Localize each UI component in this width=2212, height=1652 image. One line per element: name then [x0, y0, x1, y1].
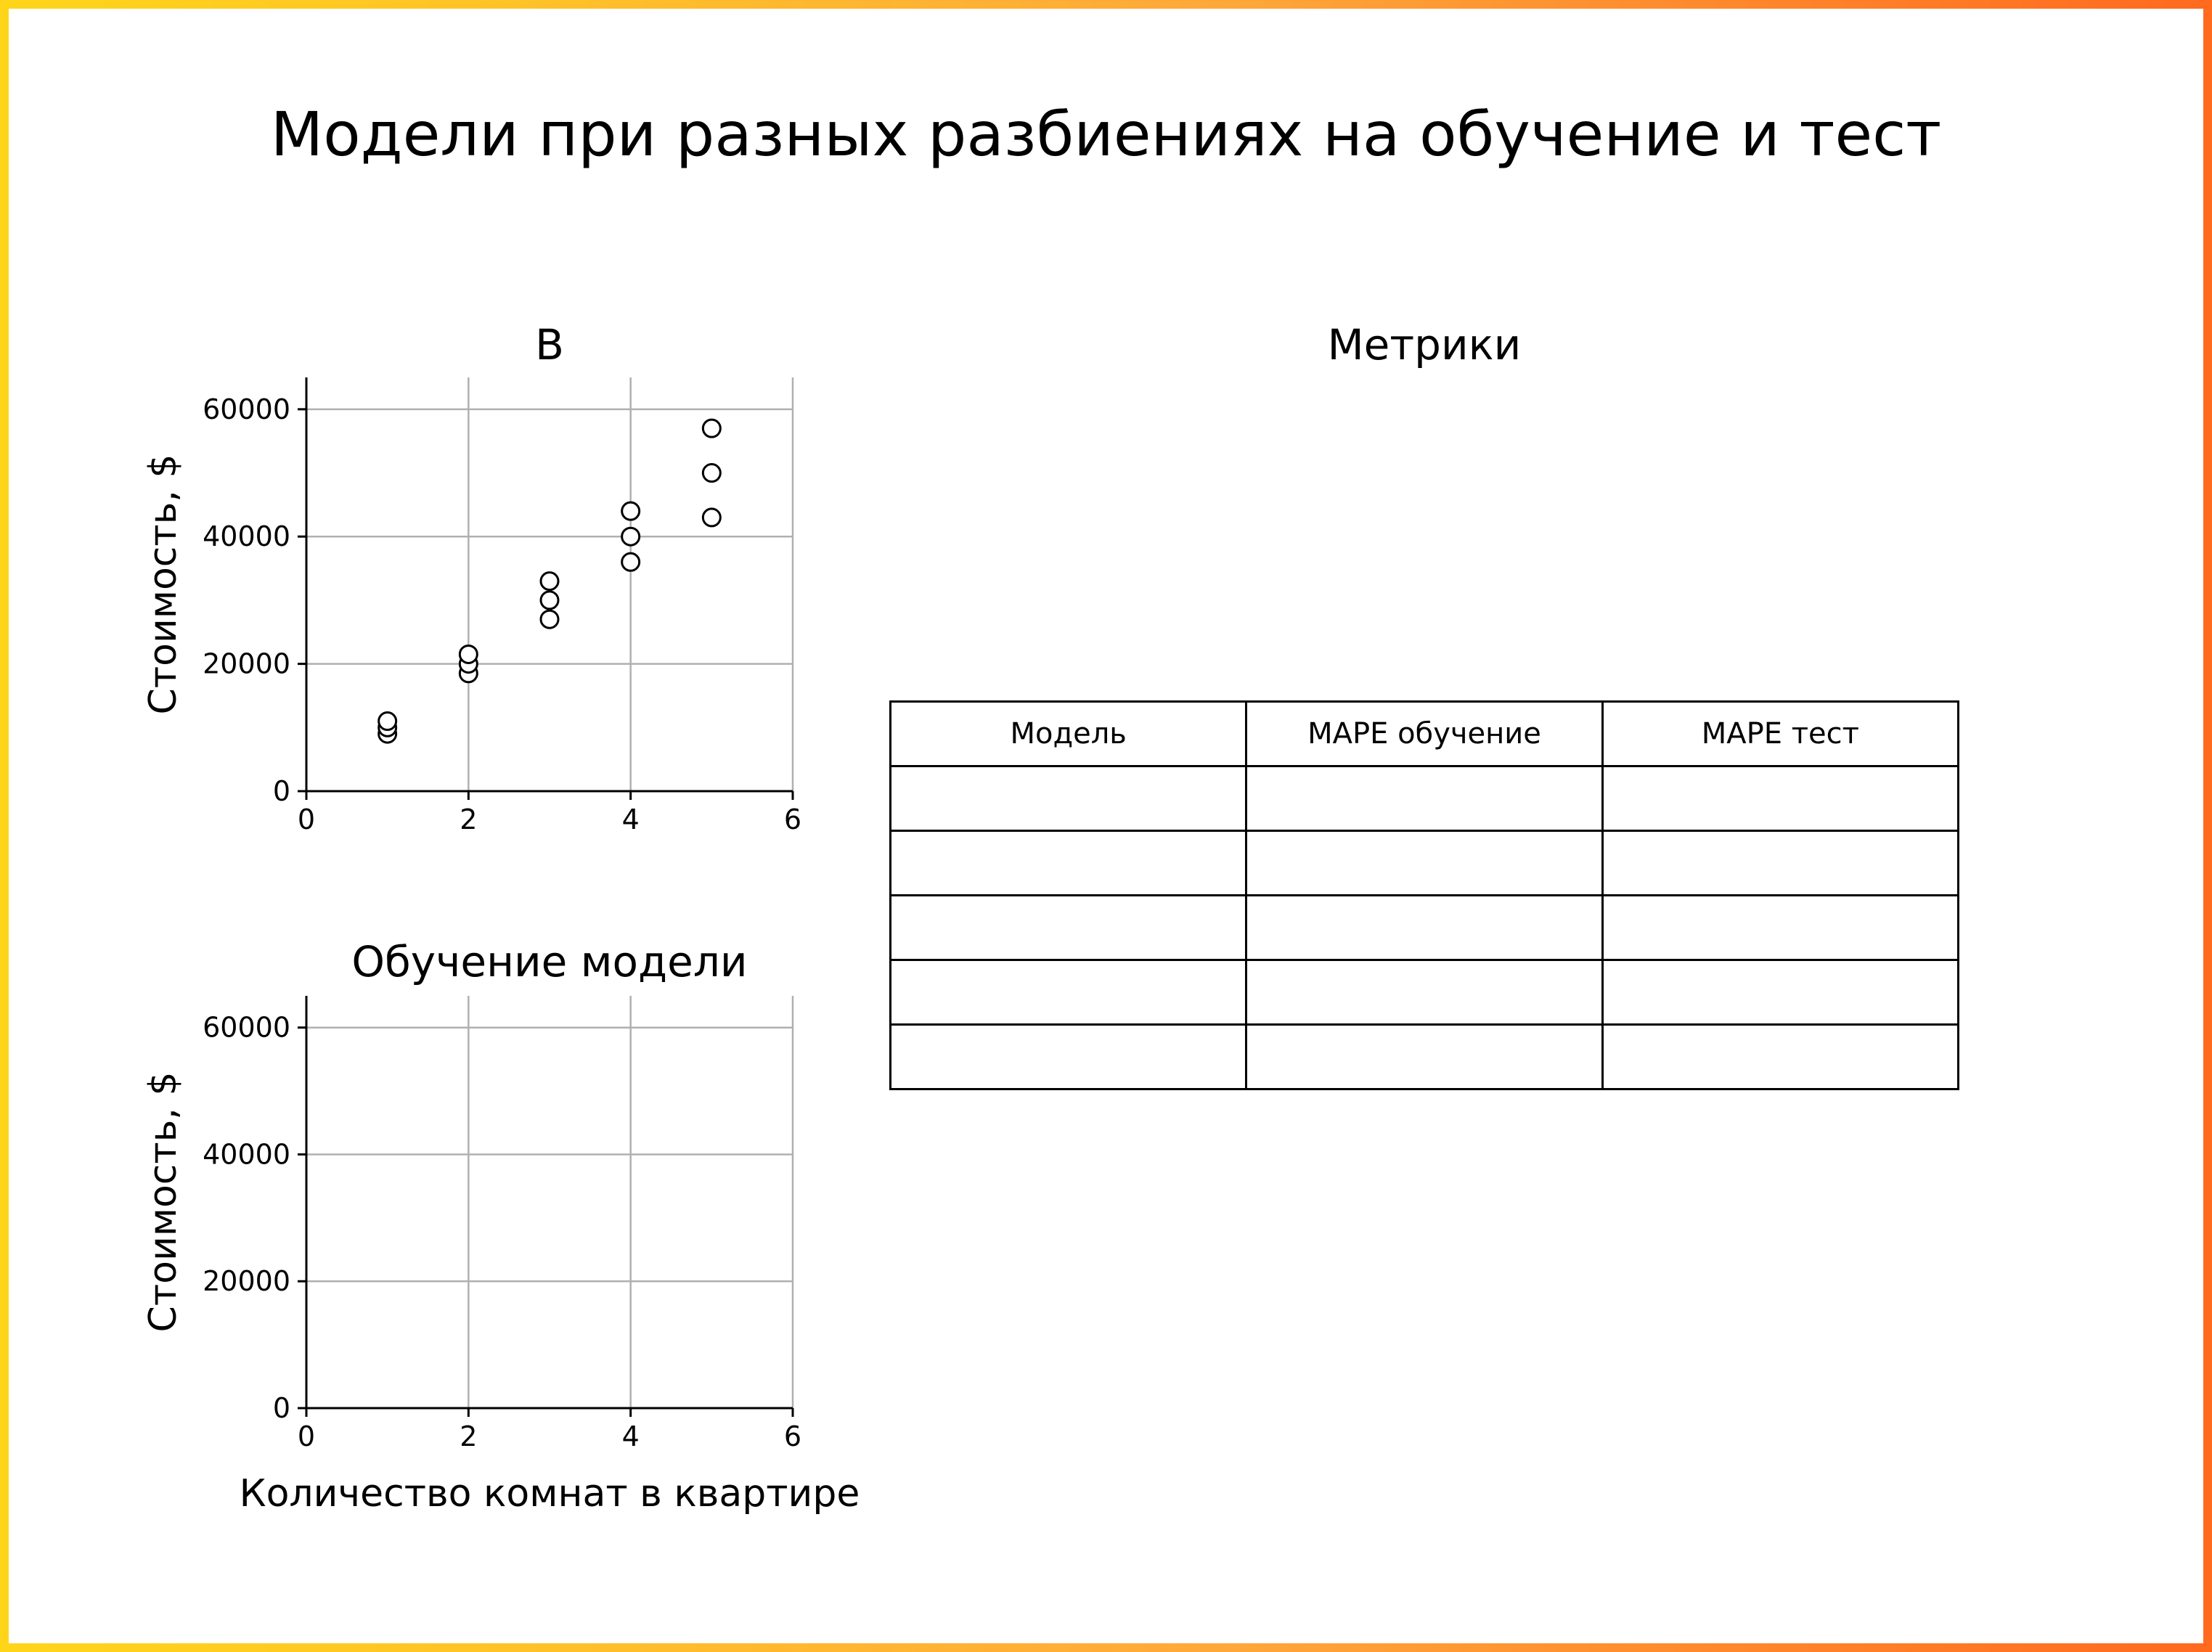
metrics-title: Метрики — [1327, 320, 1522, 369]
data-point — [541, 610, 558, 628]
x-tick-label: 4 — [621, 803, 640, 835]
table-cell — [1602, 1025, 1958, 1089]
column-header-model: Модель — [891, 702, 1246, 766]
table-cell — [1602, 831, 1958, 896]
table-cell — [1246, 896, 1602, 960]
table-cell — [1602, 766, 1958, 831]
x-tick-label: 6 — [783, 803, 802, 835]
x-tick-label: 6 — [783, 1420, 802, 1452]
table-cell — [891, 1025, 1246, 1089]
table-cell — [891, 766, 1246, 831]
table-cell — [891, 831, 1246, 896]
data-point — [703, 465, 720, 482]
x-tick-label: 4 — [621, 1420, 640, 1452]
scatter-chart-top — [142, 377, 801, 835]
y-tick-label: 40000 — [203, 1138, 290, 1171]
bottom-chart-title: Обучение модели — [351, 937, 748, 986]
table-cell — [891, 960, 1246, 1025]
data-point — [703, 420, 720, 437]
top-chart-title: B — [535, 320, 564, 369]
y-tick-label: 20000 — [203, 647, 290, 680]
y-tick-label: 0 — [272, 1392, 290, 1424]
data-point — [379, 713, 396, 730]
table-cell — [1246, 766, 1602, 831]
y-axis-label: Стоимость, $ — [142, 454, 185, 715]
data-point — [622, 553, 640, 571]
table-cell — [1246, 1025, 1602, 1089]
data-point — [622, 502, 640, 520]
y-tick-label: 0 — [272, 775, 290, 807]
column-header-mape-train: MAPE обучение — [1246, 702, 1602, 766]
data-point — [541, 592, 558, 609]
y-axis-label: Стоимость, $ — [142, 1071, 185, 1333]
table-header-row — [891, 702, 1959, 766]
table-cell — [1246, 831, 1602, 896]
table-cell — [1602, 960, 1958, 1025]
table-cell — [1602, 896, 1958, 960]
x-tick-label: 2 — [460, 1420, 478, 1452]
data-point — [703, 509, 720, 526]
table-row — [891, 960, 1959, 1025]
y-tick-label: 60000 — [203, 1011, 290, 1044]
table-row — [891, 1025, 1959, 1089]
table-row — [891, 831, 1959, 896]
x-axis-label: Количество комнат в квартире — [239, 1472, 860, 1516]
table-row — [891, 896, 1959, 960]
y-tick-label: 60000 — [203, 393, 290, 425]
data-point — [460, 645, 477, 663]
metrics-table — [889, 700, 1959, 1090]
x-tick-label: 0 — [297, 1420, 316, 1452]
data-point — [541, 573, 558, 590]
table-cell — [891, 896, 1246, 960]
x-tick-label: 2 — [460, 803, 478, 835]
scatter-chart-bottom — [142, 996, 860, 1516]
x-tick-label: 0 — [297, 803, 316, 835]
table-cell — [1246, 960, 1602, 1025]
data-point — [622, 528, 640, 545]
y-tick-label: 20000 — [203, 1265, 290, 1298]
table-row — [891, 766, 1959, 831]
y-tick-label: 40000 — [203, 520, 290, 553]
column-header-mape-test: MAPE тест — [1602, 702, 1958, 766]
page-title: Модели при разных разбиениях на обучение и тест — [270, 99, 1942, 170]
